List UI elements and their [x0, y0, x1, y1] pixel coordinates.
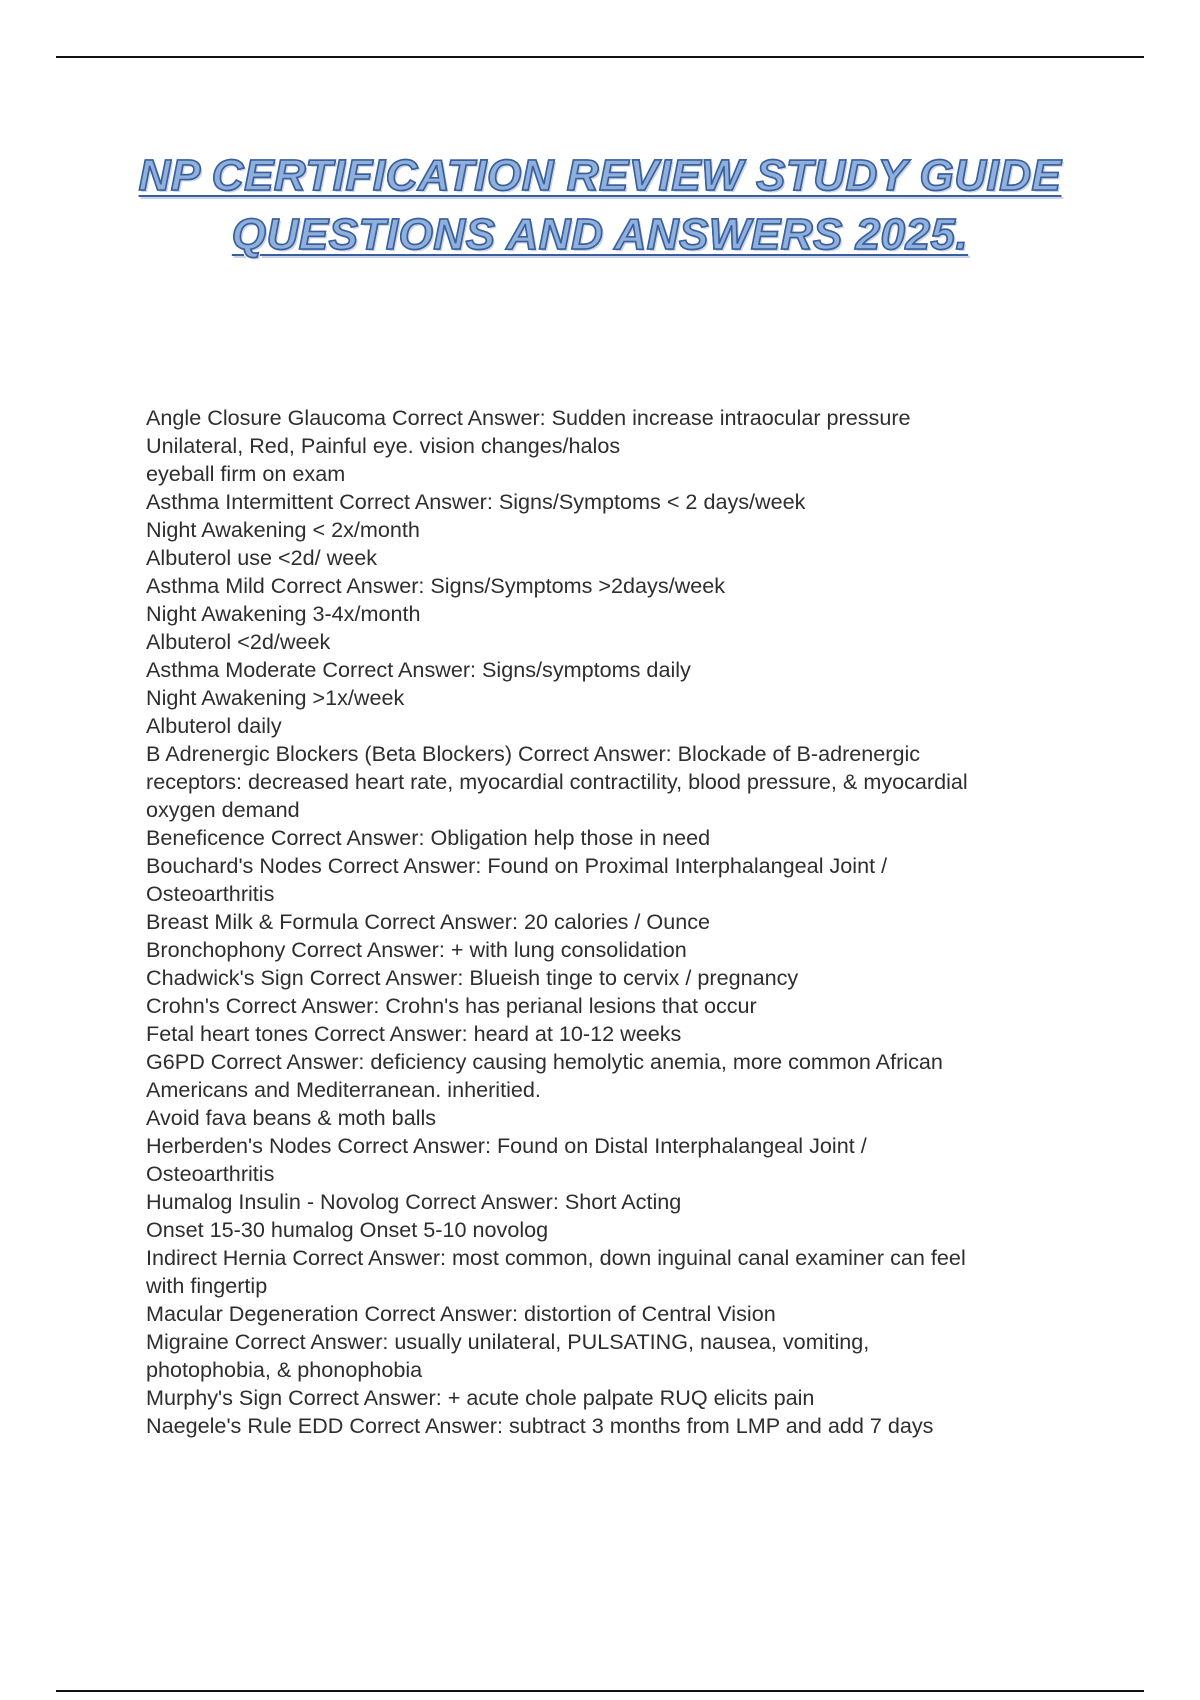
entry-line: Albuterol use <2d/ week — [146, 545, 378, 570]
entry-line: Night Awakening >1x/week — [146, 685, 405, 710]
entry-line: oxygen demand — [146, 797, 300, 822]
entry-line: Asthma Mild Correct Answer: Signs/Symptoms >2days/week — [146, 573, 726, 598]
entry-line: Chadwick's Sign Correct Answer: Blueish tinge to cervix / pregnancy — [146, 965, 799, 990]
entry-line: Night Awakening 3-4x/month — [146, 601, 421, 626]
entry-line: Murphy's Sign Correct Answer: + acute chole palpate RUQ elicits pain — [146, 1385, 815, 1410]
entry-line: Americans and Mediterranean. inheritied. — [146, 1077, 541, 1102]
entry-line: Angle Closure Glaucoma Correct Answer: Sudden increase intraocular pressure — [146, 405, 911, 430]
entry-line: Breast Milk & Formula Correct Answer: 20 calories / Ounce — [146, 909, 711, 934]
entry-line: photophobia, & phonophobia — [146, 1357, 423, 1382]
entry-line: Albuterol daily — [146, 713, 282, 738]
study-entries — [146, 404, 1086, 1440]
header-rule — [56, 56, 1144, 58]
entry-line: Beneficence Correct Answer: Obligation help those in need — [146, 825, 711, 850]
entry-line: Osteoarthritis — [146, 1161, 275, 1186]
entry-line: Indirect Hernia Correct Answer: most common, down inguinal canal examiner can feel — [146, 1245, 966, 1270]
entry-line: Crohn's Correct Answer: Crohn's has perianal lesions that occur — [146, 993, 757, 1018]
entry-line: B Adrenergic Blockers (Beta Blockers) Correct Answer: Blockade of B-adrenergic — [146, 741, 921, 766]
entry-line: Humalog Insulin - Novolog Correct Answer: Short Acting — [146, 1189, 682, 1214]
entry-line: Asthma Intermittent Correct Answer: Signs/Symptoms < 2 days/week — [146, 489, 806, 514]
entry-line: Albuterol <2d/week — [146, 629, 331, 654]
document-title: NP CERTIFICATION REVIEW STUDY GUIDE QUESTIONS AND ANSWERS 2025. — [138, 151, 1062, 259]
entry-line: receptors: decreased heart rate, myocardial contractility, blood pressure, & myocardial — [146, 769, 968, 794]
footer-rule — [56, 1690, 1144, 1692]
entry-line: Bouchard's Nodes Correct Answer: Found on Proximal Interphalangeal Joint / — [146, 853, 888, 878]
entry-line: Unilateral, Red, Painful eye. vision changes/halos — [146, 433, 621, 458]
entry-line: Asthma Moderate Correct Answer: Signs/symptoms daily — [146, 657, 691, 682]
entry-line: Osteoarthritis — [146, 881, 275, 906]
entry-line: Avoid fava beans & moth balls — [146, 1105, 437, 1130]
entry-line: Migraine Correct Answer: usually unilateral, PULSATING, nausea, vomiting, — [146, 1329, 870, 1354]
entry-line: Night Awakening < 2x/month — [146, 517, 420, 542]
entry-line: Bronchophony Correct Answer: + with lung consolidation — [146, 937, 687, 962]
entry-line: eyeball firm on exam — [146, 461, 346, 486]
entry-line: Herberden's Nodes Correct Answer: Found on Distal Interphalangeal Joint / — [146, 1133, 867, 1158]
entry-line: with fingertip — [146, 1273, 268, 1298]
entry-line: Naegele's Rule EDD Correct Answer: subtract 3 months from LMP and add 7 days — [146, 1413, 934, 1438]
entry-line: Macular Degeneration Correct Answer: distortion of Central Vision — [146, 1301, 776, 1326]
entry-line: Onset 15-30 humalog Onset 5-10 novolog — [146, 1217, 549, 1242]
entry-line: Fetal heart tones Correct Answer: heard at 10-12 weeks — [146, 1021, 682, 1046]
entry-line: G6PD Correct Answer: deficiency causing hemolytic anemia, more common African — [146, 1049, 943, 1074]
